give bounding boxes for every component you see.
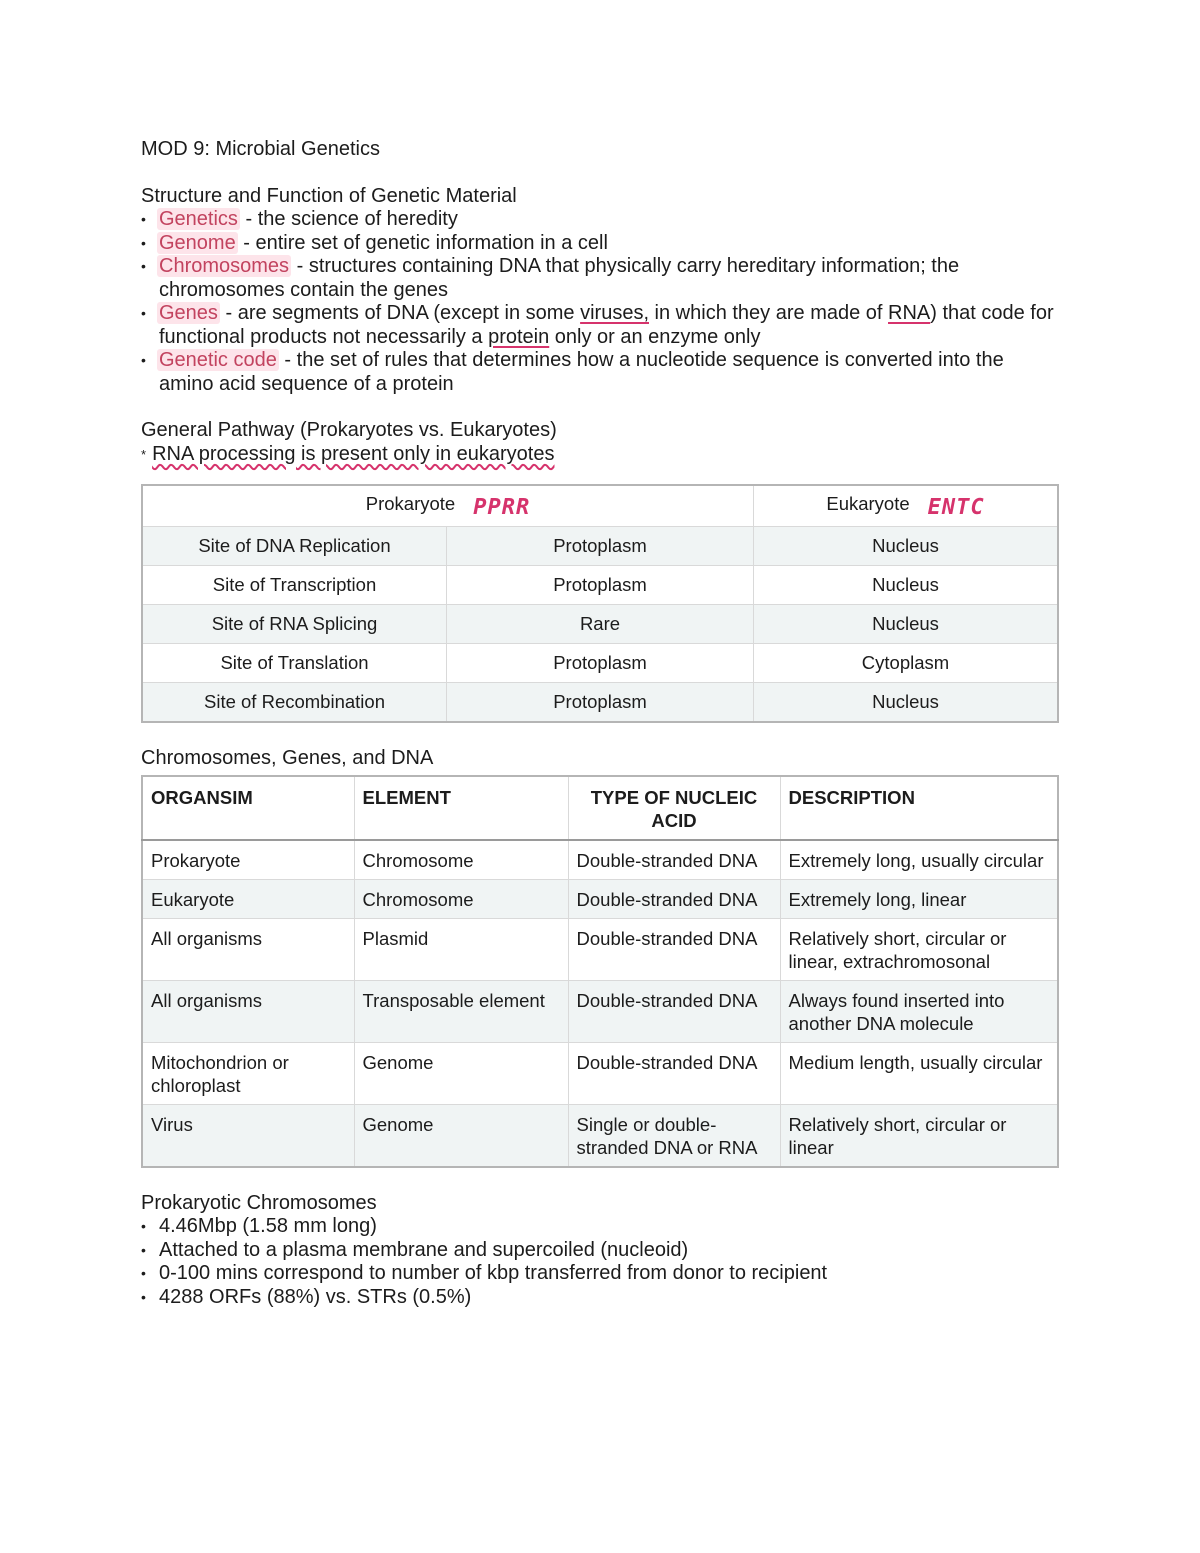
highlighted-term: Genetics	[159, 208, 238, 230]
table-row	[142, 840, 1058, 880]
table-cell: Transposable element	[354, 980, 568, 1042]
table-cell: Double-stranded DNA	[568, 840, 780, 880]
table-row	[142, 683, 1058, 723]
table-row	[142, 527, 1058, 566]
table-cell: Virus	[142, 1104, 354, 1167]
table-row	[142, 879, 1058, 918]
pathway-table	[141, 484, 1059, 723]
table-cell: Genome	[354, 1104, 568, 1167]
section-heading-chromosomes: Chromosomes, Genes, and DNA	[141, 747, 434, 769]
highlighted-term: Genome	[159, 231, 236, 254]
table-cell: Extremely long, usually circular	[780, 840, 1058, 880]
table-cell: All organisms	[142, 918, 354, 980]
table-cell: Relatively short, circular or linear, extrachromosonal	[780, 918, 1058, 980]
table-cell: Rare	[447, 605, 754, 644]
table-cell: All organisms	[142, 980, 354, 1042]
table-row	[142, 605, 1058, 644]
table-cell: Protoplasm	[447, 644, 754, 683]
column-header: ELEMENT	[354, 776, 568, 840]
table-cell: Nucleus	[754, 683, 1059, 723]
table-cell: Single or double-stranded DNA or RNA	[568, 1104, 780, 1167]
column-header: TYPE OF NUCLEIC ACID	[568, 776, 780, 840]
table-cell: Cytoplasm	[754, 644, 1059, 683]
header-eukaryote	[754, 485, 1059, 527]
section-heading-structure: Structure and Function of Genetic Material	[141, 184, 517, 207]
definition-text: - are segments of DNA (except in some	[219, 302, 581, 324]
table-row	[142, 980, 1058, 1042]
list-item: • 4288 ORFs (88%) vs. STRs (0.5%)	[141, 1286, 1059, 1310]
header-prokaryote	[142, 485, 754, 527]
table-cell: Medium length, usually circular	[780, 1042, 1058, 1104]
table-cell: Prokaryote	[142, 840, 354, 880]
table-cell: Mitochondrion or chloroplast	[142, 1042, 354, 1104]
list-item	[141, 232, 1059, 256]
definition-text: only or an enzyme only	[549, 325, 761, 348]
section-heading-prokaryotic: Prokaryotic Chromosomes	[141, 1191, 377, 1214]
highlighted-term: Genetic code	[159, 349, 277, 371]
definition-text: - structures containing DNA that physically carry hereditary information; the chromosomes contain the genes	[159, 255, 960, 301]
table-cell: Protoplasm	[447, 683, 754, 723]
table-cell: Chromosome	[354, 879, 568, 918]
asterisk: *	[141, 446, 147, 462]
table-cell: Plasmid	[354, 918, 568, 980]
table-cell: Protoplasm	[447, 527, 754, 566]
table-row	[142, 644, 1058, 683]
table-cell: Always found inserted into another DNA molecule	[780, 980, 1058, 1042]
table-cell: Protoplasm	[447, 566, 754, 605]
table-cell: Nucleus	[754, 605, 1059, 644]
header-label: Prokaryote	[365, 492, 456, 514]
prokaryotic-list	[141, 1215, 1059, 1309]
definition-text: ) that code for functional products not necessarily a	[159, 302, 1054, 348]
list-item: • 4.46Mbp (1.58 mm long)	[141, 1215, 1059, 1239]
table-row	[142, 1104, 1058, 1167]
table-cell: Nucleus	[754, 527, 1059, 566]
table-cell: Site of Translation	[142, 644, 447, 683]
header-label: Eukaryote	[826, 492, 910, 514]
list-item	[141, 255, 1059, 302]
definition-text: - the science of heredity	[239, 208, 458, 230]
table-row	[142, 1042, 1058, 1104]
column-header: DESCRIPTION	[780, 776, 1058, 840]
table-cell: Double-stranded DNA	[568, 1042, 780, 1104]
handwritten-note: ENTC	[927, 494, 985, 520]
table-cell: Double-stranded DNA	[568, 918, 780, 980]
list-item: • Attached to a plasma membrane and supercoiled (nucleoid)	[141, 1239, 1059, 1263]
table-cell: Relatively short, circular or linear	[780, 1104, 1058, 1167]
table-row	[142, 566, 1058, 605]
underlined-word: protein	[488, 325, 550, 348]
highlighted-term: Chromosomes	[159, 255, 290, 277]
highlighted-term: Genes	[159, 302, 218, 324]
table-cell: Site of Transcription	[142, 566, 447, 605]
list-item	[141, 208, 1059, 232]
list-item: • 0-100 mins correspond to number of kbp transferred from donor to recipient	[141, 1262, 1059, 1286]
list-item	[141, 302, 1059, 349]
section-heading-pathway: General Pathway (Prokaryotes vs. Eukaryotes)	[141, 419, 557, 441]
list-item	[141, 349, 1059, 396]
table-row	[142, 918, 1058, 980]
table-cell: Extremely long, linear	[780, 879, 1058, 918]
table-cell: Site of Recombination	[142, 683, 447, 723]
table-cell: Double-stranded DNA	[568, 980, 780, 1042]
table-cell: Genome	[354, 1042, 568, 1104]
underlined-word: RNA	[888, 302, 931, 324]
table-cell: Site of RNA Splicing	[142, 605, 447, 644]
column-header: ORGANSIM	[142, 776, 354, 840]
underlined-word: viruses,	[580, 302, 649, 324]
pathway-note	[141, 443, 1059, 467]
document-page	[141, 138, 1059, 1309]
table-header-row	[142, 776, 1058, 840]
handwritten-note: PPRR	[473, 494, 531, 520]
table-cell: Chromosome	[354, 840, 568, 880]
table-cell: Double-stranded DNA	[568, 879, 780, 918]
table-cell: Eukaryote	[142, 879, 354, 918]
genes-table	[141, 775, 1059, 1168]
definitions-list	[141, 208, 1059, 396]
definition-text: - the set of rules that determines how a nucleotide sequence is converted into the amino acid sequence of a protein	[159, 349, 1004, 395]
table-cell: Nucleus	[754, 566, 1059, 605]
note-text: RNA processing is present only in eukaryotes	[152, 442, 555, 465]
definition-text: - entire set of genetic information in a cell	[237, 231, 608, 254]
definition-text: in which they are made of	[649, 302, 889, 324]
table-cell: Site of DNA Replication	[142, 527, 447, 566]
page-title: MOD 9: Microbial Genetics	[141, 138, 380, 160]
